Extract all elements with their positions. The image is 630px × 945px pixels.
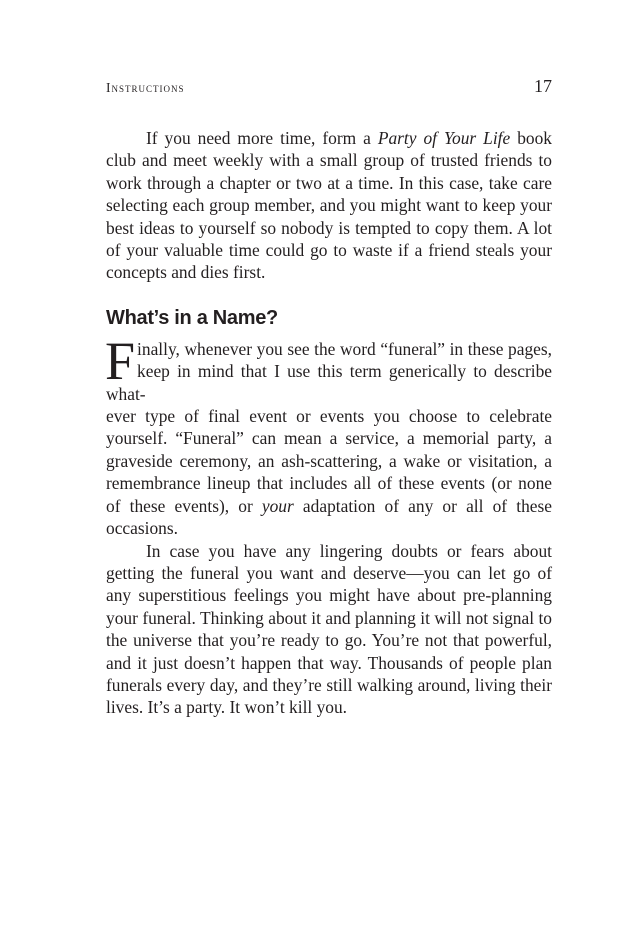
drop-cap: F (105, 330, 136, 391)
section-heading: What’s in a Name? (106, 306, 278, 329)
running-head (106, 76, 552, 100)
paragraph-text: ever type of final event or events you choose to celebrate yourself. “Funeral” can mean a service, a memorial party, a graveside ceremony, an ash-scattering, a wake or visitation, a remembrance lineup that includes all of these events (or none of these events), or (106, 406, 552, 516)
body-text (106, 127, 552, 719)
section-spacer (106, 284, 552, 306)
paragraph-line: keep in mind that I use this term generically to describe what- (106, 361, 552, 404)
paragraph-line: inally, whenever you see the word “funeral” in these pages, (137, 338, 552, 359)
page-number: 17 (534, 76, 552, 96)
running-head-title: Instructions (106, 80, 185, 95)
paragraph-lingering-doubts: In case you have any lingering doubts or fears about getting the funeral you want and deserve—you can let go of any superstitious feelings you might have about pre-planning your funeral. Thinking about it and planning it will not signal to the universe that you’re ready to go. You’re not that powerful, and it just doesn’t happen that way. Thousands of people plan funerals every day, and they’re still walking around, living their lives. It’s a party. It won’t kill you. (106, 540, 552, 718)
paragraph-text: adaptation of any or all of these occasions. (106, 495, 552, 539)
book-title-italic: Party of Your Life (377, 128, 511, 148)
paragraph-text: book club and meet weekly with a small group of trusted friends to work through a chapter or two at a time. In this case, take care selecting each group member, and you might want to keep your best ideas to yourself so nobody is tempted to copy them. A lot of your valuable time could go to waste if a friend steals your concepts and dies first. (106, 128, 552, 283)
paragraph-text: If you need more time, form a (146, 128, 378, 148)
emphasis-italic: your (261, 495, 294, 516)
paragraph-book-club (106, 127, 552, 284)
paragraph-funeral-term (105, 330, 552, 540)
